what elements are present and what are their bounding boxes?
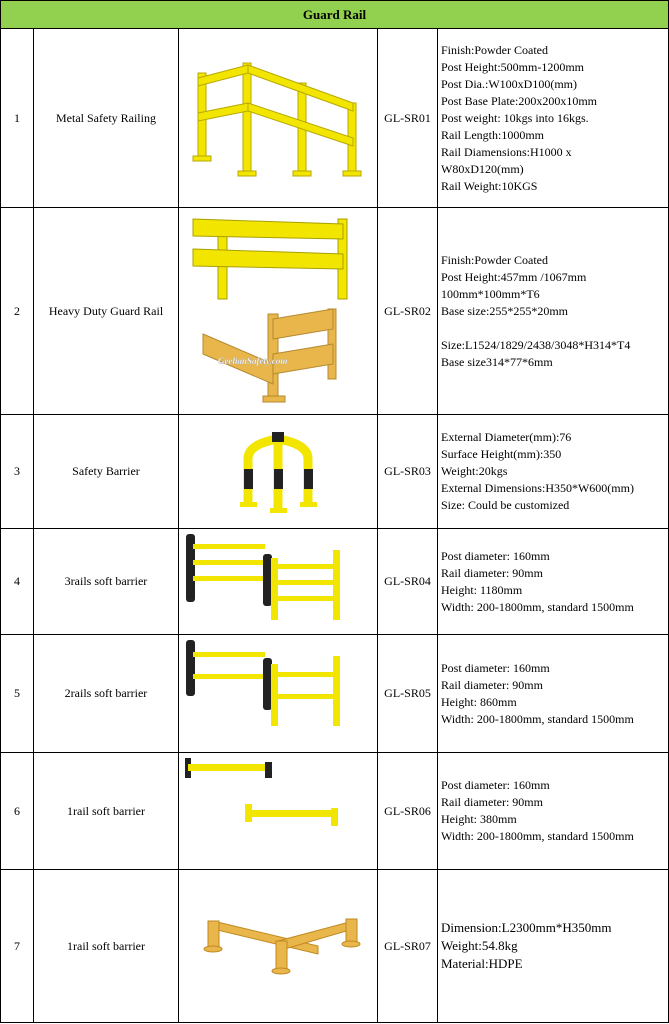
- spec-line: Post Dia.:W100xD100(mm): [441, 76, 577, 91]
- product-name: Metal Safety Railing: [34, 29, 179, 208]
- product-specs: [438, 870, 669, 1023]
- product-name: 1rail soft barrier: [34, 753, 179, 870]
- spec-line: 100mm*100mm*T6: [441, 286, 540, 301]
- row-number: 7: [1, 870, 34, 1023]
- product-image-cell: [179, 529, 378, 635]
- spec-line: Post diameter: 160mm: [441, 778, 550, 792]
- metal-safety-railing-image: [188, 43, 368, 193]
- spec-line: Post diameter: 160mm: [441, 660, 550, 675]
- product-specs: [438, 753, 669, 870]
- spec-line: Post diameter: 160mm: [441, 548, 550, 563]
- spec-line: Rail Length:1000mm: [441, 127, 544, 142]
- spec-line: [441, 320, 665, 337]
- hdpe-rail-barrier-image: [188, 901, 368, 991]
- product-image-cell: [179, 635, 378, 753]
- spec-line: Rail diameter: 90mm: [441, 795, 543, 809]
- spec-line: Width: 200-1800mm, standard 1500mm: [441, 711, 634, 726]
- row-number: 5: [1, 635, 34, 753]
- spec-line: Surface Height(mm):350: [441, 447, 562, 461]
- product-name: Heavy Duty Guard Rail: [34, 208, 179, 415]
- product-code: GL-SR07: [378, 870, 438, 1023]
- product-code: GL-SR05: [378, 635, 438, 753]
- spec-line: Height: 1180mm: [441, 582, 523, 597]
- watermark: GeelianSafety.com: [218, 355, 288, 366]
- spec-line: Base size314*77*6mm: [441, 354, 553, 369]
- soft-barrier-image: [183, 638, 373, 750]
- product-image-cell: [179, 870, 378, 1023]
- spec-line: External Diameter(mm):76: [441, 430, 572, 444]
- table-row: [1, 415, 669, 529]
- spec-line: Rail diameter: 90mm: [441, 677, 543, 692]
- spec-line: Finish:Powder Coated: [441, 42, 548, 57]
- product-code: GL-SR04: [378, 529, 438, 635]
- spec-line: Height: 380mm: [441, 812, 517, 826]
- product-code: GL-SR03: [378, 415, 438, 529]
- table-row: [1, 208, 669, 415]
- table-row: [1, 529, 669, 635]
- spec-line: Rail Diamensions:H1000 x: [441, 144, 572, 159]
- row-number: 1: [1, 29, 34, 208]
- heavy-duty-guard-rail-image: [188, 214, 368, 409]
- spec-line: Post Height:500mm-1200mm: [441, 59, 585, 74]
- spec-line: Rail Weight:10KGS: [441, 178, 538, 193]
- product-image-cell: [179, 753, 378, 870]
- spec-line: Dimension:L2300mm*H350mm: [441, 920, 612, 935]
- product-name: 2rails soft barrier: [34, 635, 179, 753]
- spec-line: Weight:20kgs: [441, 464, 508, 478]
- product-name: Safety Barrier: [34, 415, 179, 529]
- table-row: [1, 29, 669, 208]
- product-code: GL-SR02: [378, 208, 438, 415]
- product-code: GL-SR06: [378, 753, 438, 870]
- product-specs: [438, 529, 669, 635]
- spec-line: Size: Could be customized: [441, 498, 570, 512]
- spec-line: Post weight: 10kgs into 16kgs.: [441, 110, 589, 125]
- product-specs: [438, 415, 669, 529]
- safety-barrier-image: [218, 424, 338, 519]
- row-number: 4: [1, 529, 34, 635]
- spec-line: Rail diameter: 90mm: [441, 565, 543, 580]
- table-row: [1, 635, 669, 753]
- product-specs: [438, 635, 669, 753]
- soft-barrier-image: [183, 532, 373, 632]
- spec-line: Size:L1524/1829/2438/3048*H314*T4: [441, 337, 631, 352]
- product-image-cell: [179, 415, 378, 529]
- product-image-cell: [179, 208, 378, 415]
- spec-line: External Dimensions:H350*W600(mm): [441, 481, 634, 495]
- spec-line: Height: 860mm: [441, 694, 517, 709]
- product-name: 1rail soft barrier: [34, 870, 179, 1023]
- product-code: GL-SR01: [378, 29, 438, 208]
- product-name: 3rails soft barrier: [34, 529, 179, 635]
- spec-line: Width: 200-1800mm, standard 1500mm: [441, 599, 634, 614]
- spec-line: Post Height:457mm /1067mm: [441, 269, 587, 284]
- table-title: Guard Rail: [1, 1, 669, 29]
- spec-line: Finish:Powder Coated: [441, 252, 548, 267]
- spec-line: W80xD120(mm): [441, 161, 524, 176]
- spec-line: Weight:54.8kg: [441, 938, 518, 953]
- product-image-cell: [179, 29, 378, 208]
- spec-line: Material:HDPE: [441, 956, 523, 971]
- row-number: 2: [1, 208, 34, 415]
- row-number: 6: [1, 753, 34, 870]
- table-row: [1, 753, 669, 870]
- product-specs: [438, 29, 669, 208]
- soft-barrier-image: [183, 756, 373, 867]
- spec-line: Base size:255*255*20mm: [441, 303, 568, 318]
- spec-line: Width: 200-1800mm, standard 1500mm: [441, 829, 634, 843]
- product-specs: [438, 208, 669, 415]
- table-row: [1, 870, 669, 1023]
- spec-line: Post Base Plate:200x200x10mm: [441, 93, 597, 108]
- row-number: 3: [1, 415, 34, 529]
